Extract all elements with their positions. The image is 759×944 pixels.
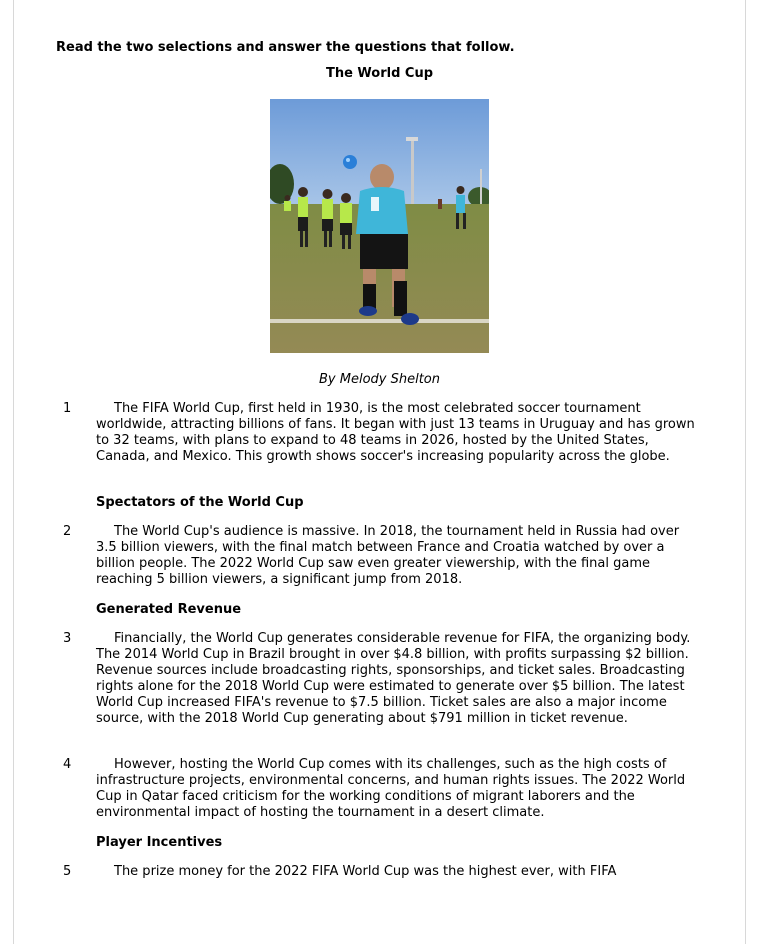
article-byline: By Melody Shelton — [319, 372, 440, 387]
paragraph-2 — [96, 524, 698, 588]
article-title: The World Cup — [325, 66, 434, 81]
soccer-photo — [270, 99, 489, 353]
paragraph-5 — [96, 864, 698, 880]
paragraph-number: 4 — [63, 757, 72, 772]
paragraph-number: 3 — [63, 631, 72, 646]
paragraph-4 — [96, 757, 698, 821]
paragraph-number: 2 — [63, 524, 72, 539]
instructions: Read the two selections and answer the questions that follow. — [56, 40, 515, 55]
paragraph-number: 1 — [63, 401, 72, 416]
paragraph-text: The World Cup's audience is massive. In 2018, the tournament held in Russia had over 3.5 billion viewers, with the final match between France and Croatia watched by over a billion people. The 2022 World Cup saw even greater viewership, with the final game reaching 5 billion viewers, a significant jump from 2018. — [96, 524, 680, 587]
soccer-photo-illustration — [270, 99, 489, 353]
section-heading-revenue: Generated Revenue — [96, 602, 242, 617]
section-heading-spectators: Spectators of the World Cup — [96, 495, 304, 510]
paragraph-text: Financially, the World Cup generates considerable revenue for FIFA, the organizing body. The 2014 World Cup in Brazil brought in over $4.8 billion, with profits surpassing $2 billion. Revenue sources include broadcasting rights, sponsorships, and ticket sales. Broadcasting rights alone for the 2018 World Cup were estimated to generate over $5 billion. The latest World Cup increased FIFA's revenue to $7.5 billion. Ticket sales are also a major income source, with the 2018 World Cup generating about $791 million in ticket revenue. — [96, 631, 691, 726]
paragraph-text: The prize money for the 2022 FIFA World Cup was the highest ever, with FIFA — [114, 864, 617, 879]
paragraph-3 — [96, 631, 698, 727]
paragraph-text: The FIFA World Cup, first held in 1930, is the most celebrated soccer tournament worldwide, attracting billions of fans. It began with just 13 teams in Uruguay and has grown to 32 teams, with plans to expand to 48 teams in 2026, hosted by the United States, Canada, and Mexico. This growth shows soccer's increasing popularity across the globe. — [96, 401, 695, 464]
section-heading-incentives: Player Incentives — [96, 835, 223, 850]
paragraph-1 — [96, 401, 698, 465]
paragraph-number: 5 — [63, 864, 72, 879]
paragraph-text: However, hosting the World Cup comes with its challenges, such as the high costs of infrastructure projects, environmental concerns, and human rights issues. The 2022 World Cup in Qatar faced criticism for the working conditions of migrant laborers and the environmental impact of hosting the tournament in a desert climate. — [96, 757, 686, 820]
